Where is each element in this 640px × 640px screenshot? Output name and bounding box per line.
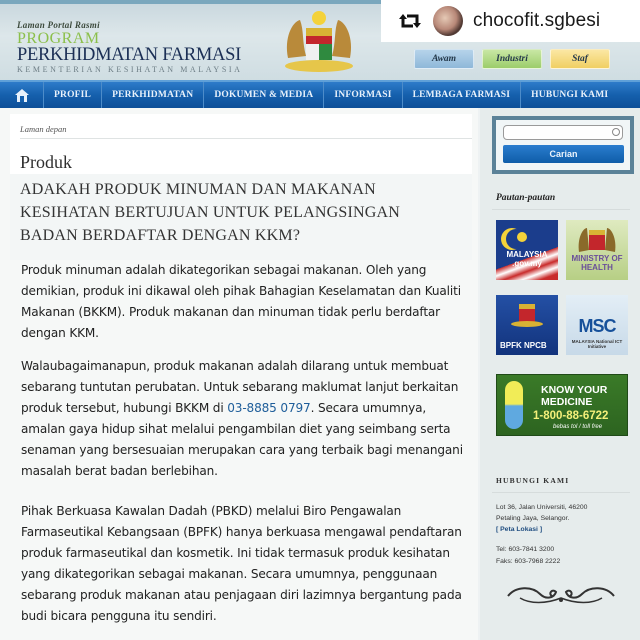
nav-home[interactable] <box>0 82 44 108</box>
coat-of-arms-icon <box>509 299 545 327</box>
home-icon <box>15 89 29 102</box>
site-logo[interactable] <box>17 20 243 74</box>
contact-address-2: Petaling Jaya, Selangor. <box>496 515 570 522</box>
search-input[interactable] <box>503 125 623 140</box>
kym-note: bebas tol / toll free <box>553 424 603 430</box>
divider <box>492 209 630 210</box>
tab-staf[interactable]: Staf <box>550 49 610 69</box>
map-location-link[interactable]: [ Peta Lokasi ] <box>496 526 543 533</box>
banner-know-your-medicine[interactable] <box>496 374 628 436</box>
ministry-label: KEMENTERIAN KESIHATAN MALAYSIA <box>17 65 243 74</box>
paragraph-3: Pihak Berkuasa Kawalan Dadah (PBKD) melalui Biro Pengawalan Farmaseutikal Kebangsaan (BPFK) hanya berkuasa mengawal pendaftaran produk farmaseutikal dan kosmetik. Ini tidak termasuk produk kesihatan yang dikategorikan sebagai makanan. Secara umumnya, penggunaan sebarang produk makanan atau penjagaan diri lazimnya bergantung pada budi bicara pengguna itu sendiri. <box>21 504 462 623</box>
program-label: PROGRAM <box>17 30 100 47</box>
contact-title: HUBUNGI KAMI <box>496 476 570 485</box>
links-title: Pautan-pautan <box>496 193 556 203</box>
nav-item-lembaga-farmasi[interactable]: LEMBAGA FARMASI <box>403 82 522 108</box>
site-header <box>0 0 640 80</box>
search-icon <box>612 128 620 136</box>
bkkm-phone: 03-8885 0797 <box>227 401 311 415</box>
nav-item-hubungi-kami[interactable]: HUBUNGI KAMI <box>531 90 609 100</box>
divider <box>20 138 472 139</box>
coat-of-arms-icon <box>577 224 617 254</box>
pill-mascot-icon <box>505 381 523 429</box>
repost-icon <box>399 12 421 30</box>
paragraph-2-text: Walaubagaimanapun, produk makanan adalah dilarang untuk membuat sebarang tuntutan perubatan. Untuk sebarang maklumat lanjut berkaitan produk tersebut, hubungi BKKM di <box>21 359 459 415</box>
faq-question: ADAKAH PRODUK MINUMAN DAN MAKANAN KESIHATAN BERTUJUAN UNTUK PELANGSINGAN BADAN BERDAFTAR DENGAN KKM? <box>20 181 401 244</box>
banner-label: BPFK NPCB <box>500 341 547 350</box>
site-title: PERKHIDMATAN FARMASI <box>17 45 241 65</box>
banner-msc-malaysia[interactable] <box>566 295 628 355</box>
banner-ministry-of-health[interactable] <box>566 220 628 280</box>
portal-label: Laman Portal Rasmi <box>17 20 100 30</box>
paragraph-2-text-after: . Secara umumnya, amalan gaya hidup sihat melalui pengambilan diet yang seimbang serta senaman yang bersesuaian merupakan cara yang terbaik bagi menangani masalah berat badan berlebihan. <box>21 401 463 478</box>
search-box <box>492 116 634 174</box>
banner-label: MSC <box>578 316 616 336</box>
banner-label: MALAYSIA .gov.my <box>506 250 548 268</box>
banner-sublabel: MALAYSIA National ICT Initiative <box>571 339 623 349</box>
tab-industri[interactable]: Industri <box>482 49 542 69</box>
instagram-repost-bar <box>381 0 640 42</box>
kym-title: KNOW YOUR MEDICINE <box>541 384 608 408</box>
paragraph-1: Produk minuman adalah dikategorikan sebagai makanan. Oleh yang demikian, produk ini dikawal oleh pihak Bahagian Keselamatan dan Kualiti Makanan (BKKM). Produk makanan dan minuman tidak perlu berdaftar dengan KKM. <box>21 263 461 340</box>
nav-item-perkhidmatan[interactable]: PERKHIDMATAN <box>102 82 204 108</box>
avatar[interactable] <box>433 6 463 36</box>
contact-address-1: Lot 36, Jalan Universiti, 46200 <box>496 504 588 511</box>
tab-awam[interactable]: Awam <box>414 49 474 69</box>
banner-malaysia-gov[interactable] <box>496 220 558 280</box>
repost-username[interactable]: chocofit.sgbesi <box>473 10 601 31</box>
sidebar <box>480 108 640 640</box>
paragraph-2 <box>21 356 471 482</box>
contact-fax: Faks: 603-7968 2222 <box>496 558 561 565</box>
breadcrumb[interactable]: Laman depan <box>20 124 67 134</box>
ornament-divider-icon <box>506 584 616 606</box>
contact-tel: Tel: 603-7841 3200 <box>496 546 555 553</box>
main-nav <box>0 80 640 108</box>
kym-phone: 1-800-88-6722 <box>533 410 609 422</box>
search-button[interactable]: Carian <box>503 145 624 163</box>
banner-bpfk[interactable] <box>496 295 558 355</box>
banner-label: MINISTRY OF HEALTH <box>571 254 623 272</box>
divider <box>492 492 630 493</box>
nav-item-dokumen-media[interactable]: DOKUMEN & MEDIA <box>204 82 324 108</box>
coat-of-arms-icon <box>278 8 360 74</box>
page-title: Produk <box>20 152 73 172</box>
audience-tabs <box>414 49 610 69</box>
nav-item-profil[interactable]: PROFIL <box>44 82 102 108</box>
nav-item-informasi[interactable]: INFORMASI <box>324 82 402 108</box>
main-content <box>0 108 478 640</box>
